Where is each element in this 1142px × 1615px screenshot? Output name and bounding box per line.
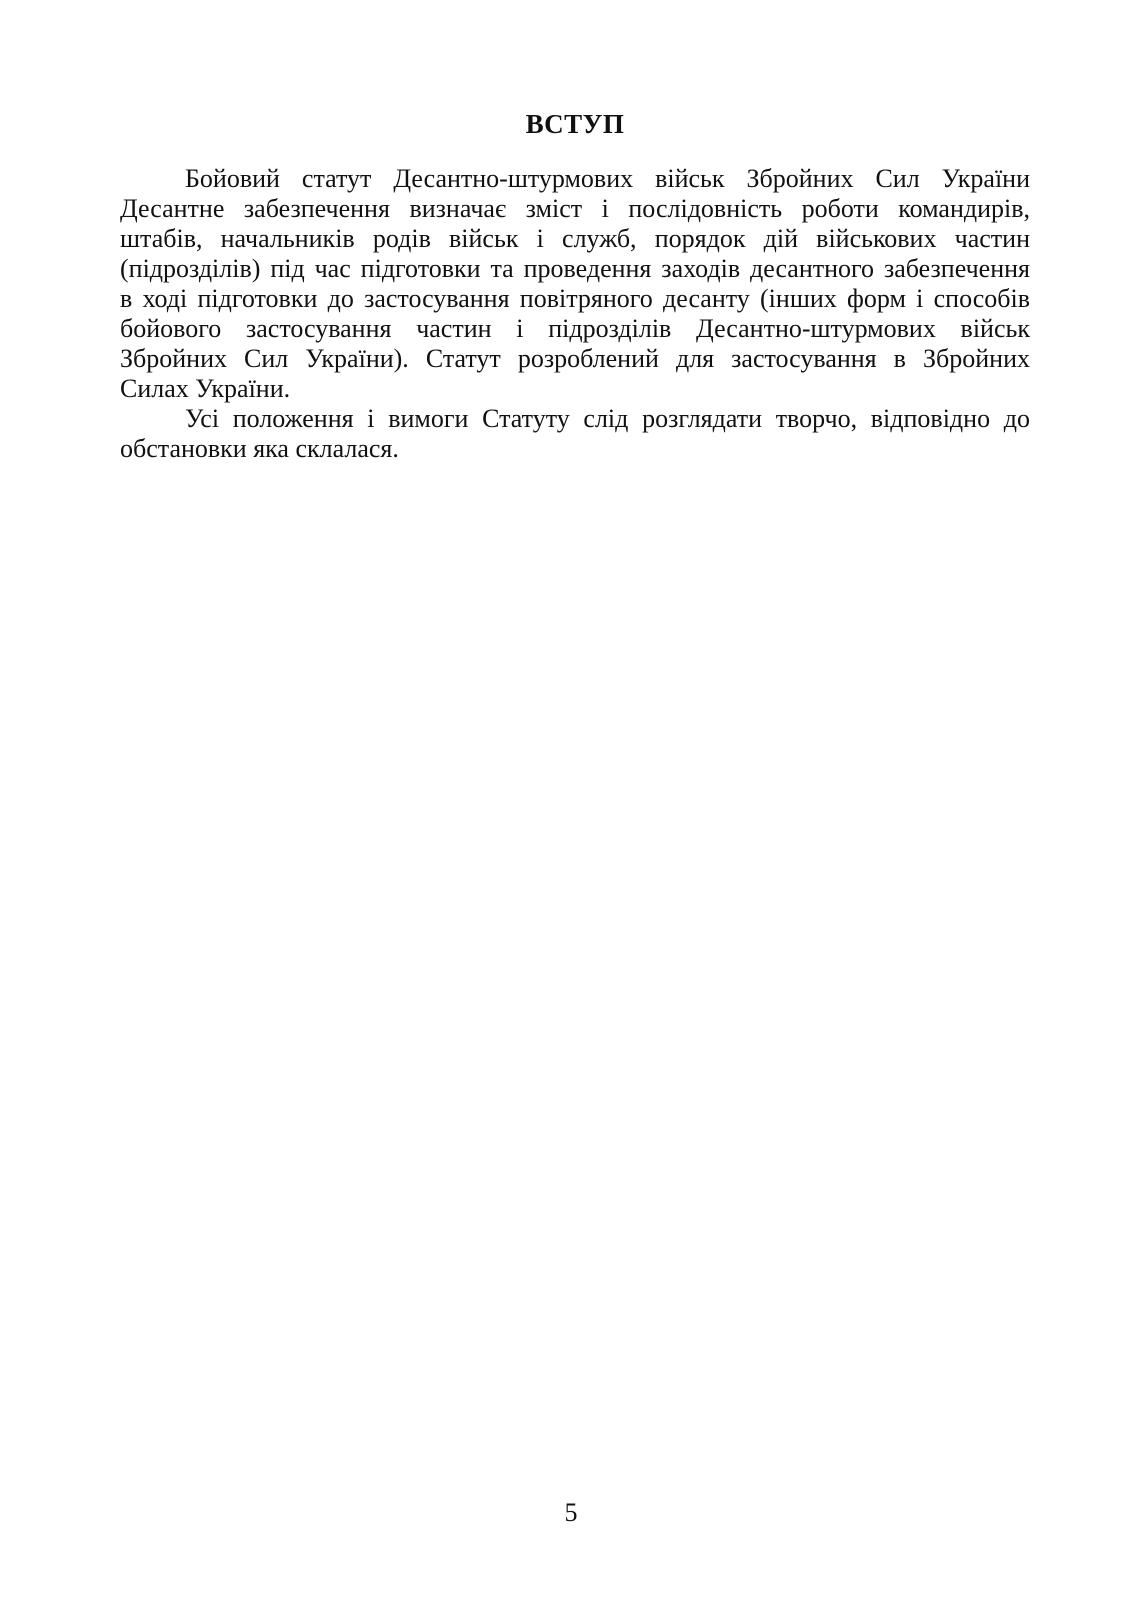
text-line: Силах України. (120, 374, 291, 403)
document-content (120, 106, 1030, 464)
text-line: бойового застосування частин і підрозділів Десантно-штурмових військ (120, 314, 1030, 343)
paragraph (120, 164, 1030, 404)
page-number: 5 (564, 1498, 578, 1527)
text-line: Збройних Сил України). Статут розроблений для застосування в Збройних (120, 344, 1030, 373)
body-text (120, 164, 1030, 464)
text-line: Десантне забезпечення визначає зміст і послідовність роботи командирів, (120, 194, 1030, 223)
paragraph (120, 404, 1030, 464)
text-line: в ході підготовки до застосування повітряного десанту (інших форм і способів (120, 284, 1030, 313)
page-title: ВСТУП (525, 109, 625, 139)
text-line: штабів, начальників родів військ і служб, порядок дій військових частин (120, 224, 1030, 253)
text-line: обстановки яка склалася. (120, 434, 399, 463)
text-line: Бойовий статут Десантно-штурмових військ Збройних Сил України (185, 164, 1030, 193)
text-line: Усі положення і вимоги Статуту слід розглядати творчо, відповідно до (185, 404, 1030, 433)
text-line: (підрозділів) під час підготовки та проведення заходів десантного забезпечення (120, 254, 1030, 283)
